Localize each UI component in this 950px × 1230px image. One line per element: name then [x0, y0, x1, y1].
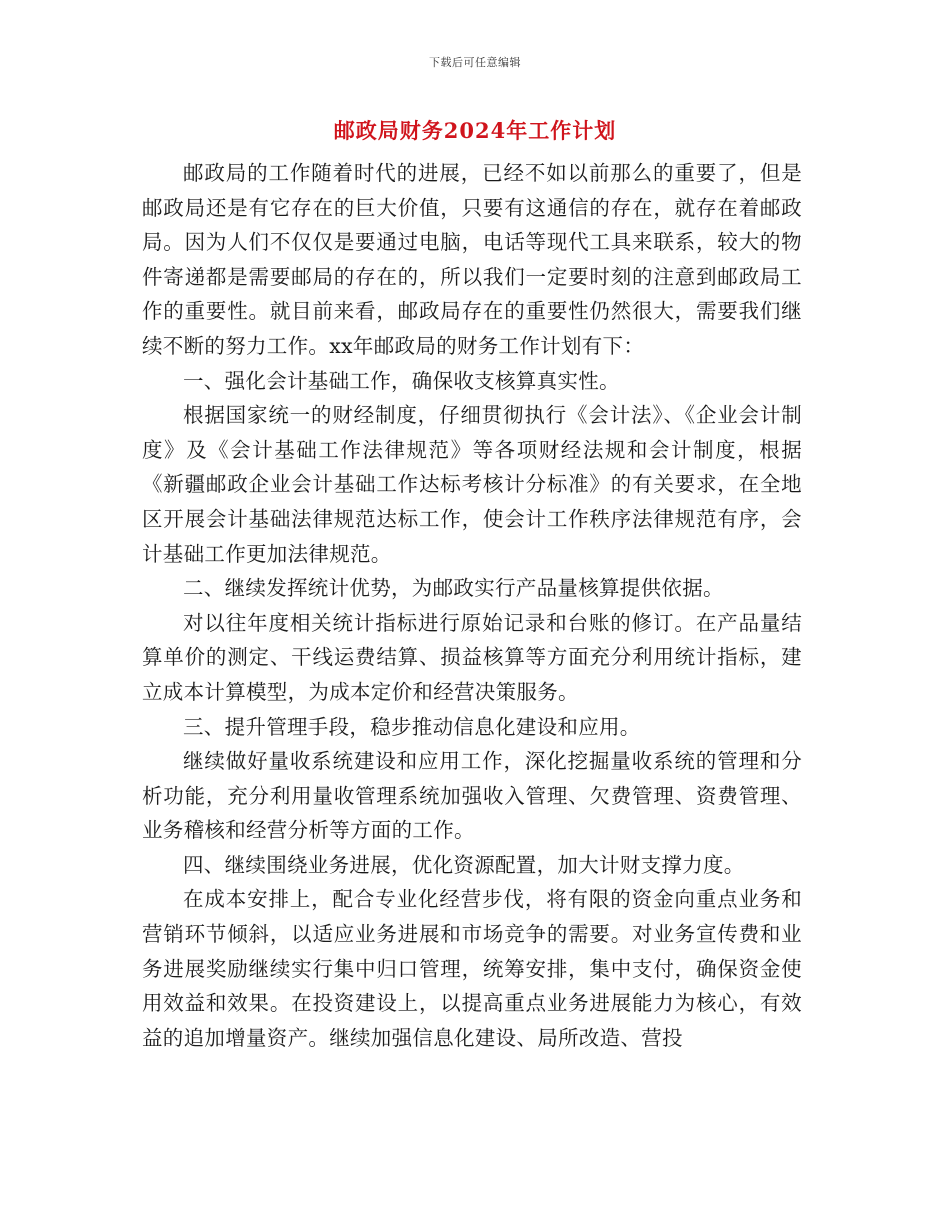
paragraph-section-4: 在成本安排上，配合专业化经营步伐，将有限的资金向重点业务和营销环节倾斜，以适应业务进展和市场竞争的需要。对业务宣传费和业务进展奖励继续实行集中归口管理，统筹安排，集中支付，确保资金使用效益和效果。在投资建设上，以提高重点业务进展能力为核心，有效益的追加增量资产。继续加强信息化建设、局所改造、营投	[142, 887, 802, 1050]
paragraph-intro: 邮政局的工作随着时代的进展，已经不如以前那么的重要了，但是邮政局还是有它存在的巨大价值，只要有这通信的存在，就存在着邮政局。因为人们不仅仅是要通过电脑，电话等现代工具来联系，较大的物件寄递都是需要邮局的存在的，所以我们一定要时刻的注意到邮政局工作的重要性。就目前来看，邮政局存在的重要性仍然很大，需要我们继续不断的努力工作。xx年邮政局的财务工作计划有下：	[142, 161, 802, 358]
section-heading-3: 三、提升管理手段，稳步推动信息化建设和应用。	[183, 714, 641, 739]
paragraph-section-1: 根据国家统一的财经制度，仔细贯彻执行《会计法》、《企业会计制度》及《会计基础工作法律规范》等各项财经法规和会计制度，根据《新疆邮政企业会计基础工作达标考核计分标准》的有关要求，在全地区开展会计基础法律规范达标工作，使会计工作秩序法律规范有序，会计基础工作更加法律规范。	[142, 403, 802, 566]
document-body	[142, 156, 802, 1055]
page-header-note: 下载后可任意编辑	[429, 56, 521, 69]
section-heading-1: 一、强化会计基础工作，确保收支核算真实性。	[183, 368, 620, 393]
section-heading-4: 四、继续围绕业务进展，优化资源配置，加大计财支撑力度。	[183, 852, 745, 877]
paragraph-section-2: 对以往年度相关统计指标进行原始记录和台账的修订。在产品量结算单价的测定、干线运费结算、损益核算等方面充分利用统计指标，建立成本计算模型，为成本定价和经营决策服务。	[142, 610, 802, 704]
section-heading-2: 二、继续发挥统计优势，为邮政实行产品量核算提供依据。	[183, 576, 724, 601]
paragraph-section-3: 继续做好量收系统建设和应用工作，深化挖掘量收系统的管理和分析功能，充分利用量收管理系统加强收入管理、欠费管理、资费管理、业务稽核和经营分析等方面的工作。	[142, 749, 802, 843]
document-title: 邮政局财务2024年工作计划	[333, 118, 617, 143]
